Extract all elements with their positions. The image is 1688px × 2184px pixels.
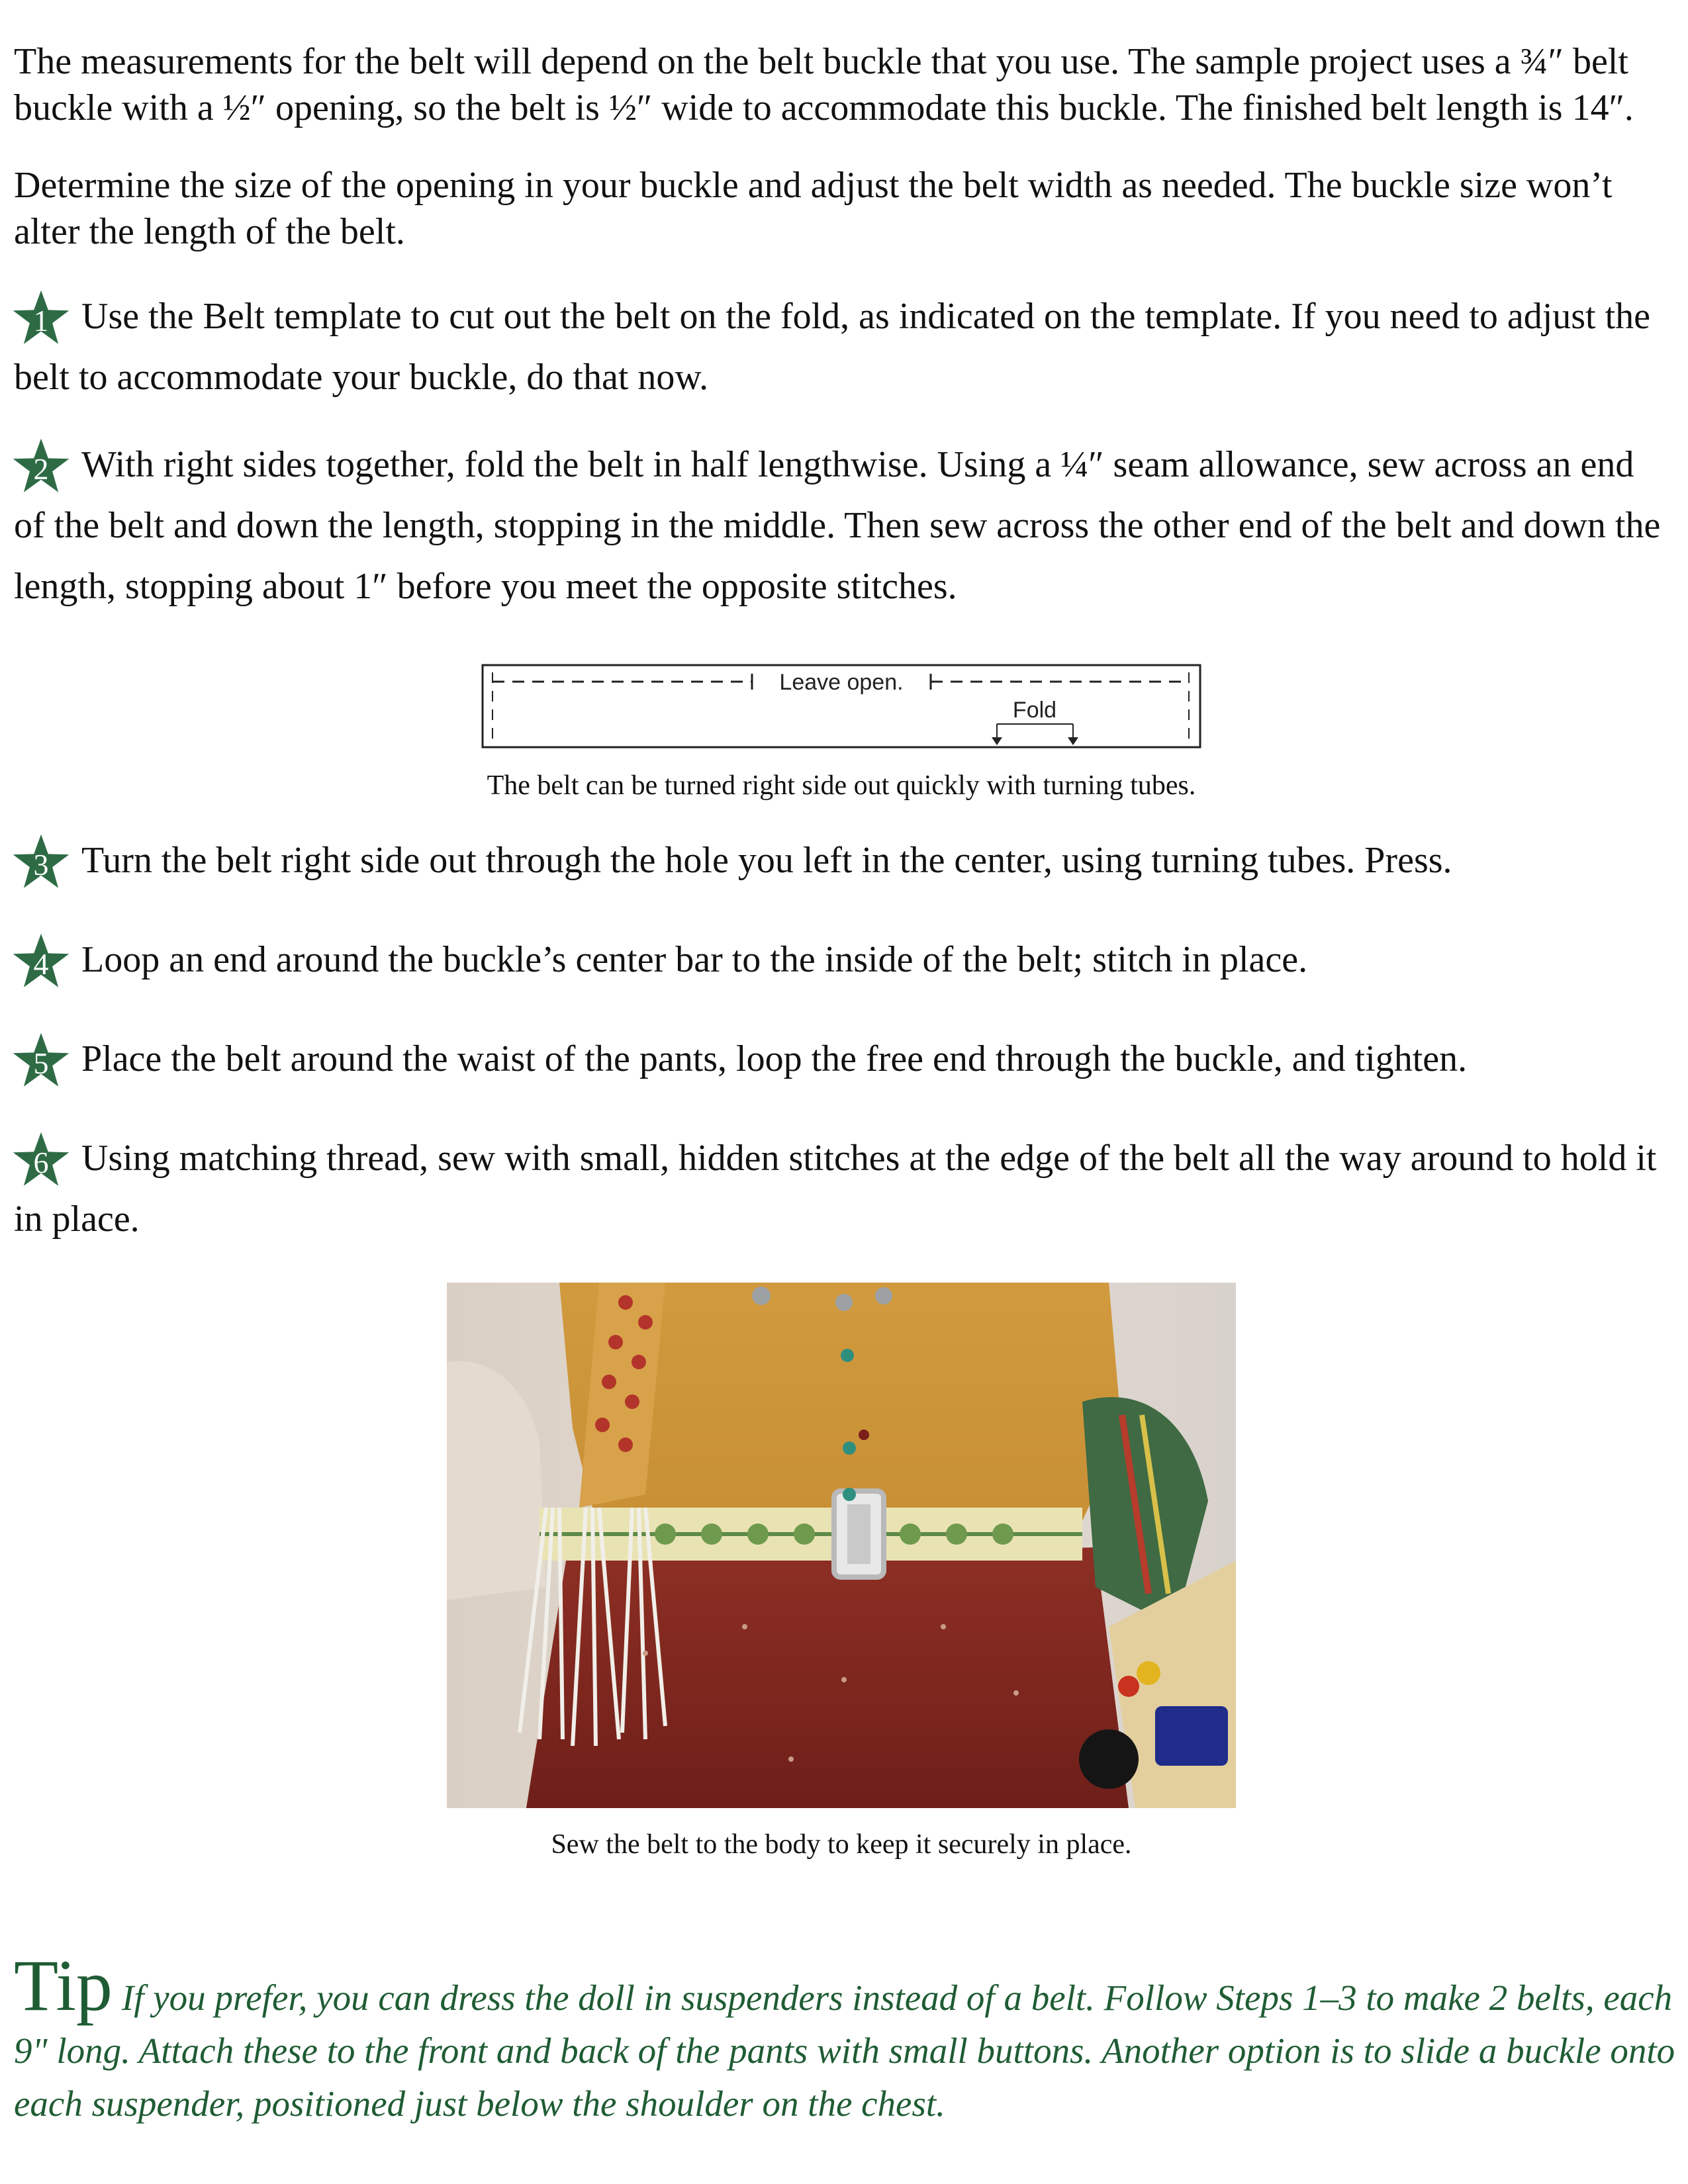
step-star-icon	[11, 830, 71, 891]
intro-paragraph-1: The measurements for the belt will depend on the belt buckle that you use. The sample project uses a ¾″ belt buckle with a ½″ opening, so the belt is ½″ wide to accommodate this buckle. The finished belt length is 14″.	[14, 41, 1634, 128]
step-star-icon	[11, 286, 71, 347]
step-star-icon	[11, 1128, 71, 1189]
step-text: With right sides together, fold the belt in half lengthwise. Using a ¼″ seam allowance, sew across an end of the belt and down the length, stopping in the middle. Then sew across the other end of the belt and down the length, stopping about 1″ before you meet the opposite stitches.	[14, 444, 1661, 607]
leave-open-label: Leave open.	[779, 670, 904, 695]
step-3	[14, 830, 1669, 891]
step-2	[14, 434, 1669, 617]
photo-figure	[14, 1283, 1669, 1862]
belt-diagram	[481, 663, 1202, 749]
step-6	[14, 1128, 1669, 1250]
photo-caption: Sew the belt to the body to keep it securely in place.	[551, 1829, 1132, 1860]
step-text: Turn the belt right side out through the hole you left in the center, using turning tubes. Press.	[81, 840, 1452, 881]
doll-belt-photo	[447, 1283, 1236, 1808]
step-5	[14, 1028, 1669, 1089]
tip-box	[14, 1945, 1675, 2130]
step-4	[14, 929, 1669, 990]
step-text: Loop an end around the buckle’s center bar to the inside of the belt; stitch in place.	[81, 939, 1308, 980]
step-number: 5	[33, 1046, 49, 1080]
step-text: Use the Belt template to cut out the belt on the fold, as indicated on the template. If you need to adjust the belt to accommodate your buckle, do that now.	[14, 296, 1651, 398]
tip-text: If you prefer, you can dress the doll in suspenders instead of a belt. Follow Steps 1–3 to make 2 belts, each 9" long. Attach these to the front and back of the pants with small buttons. Another option is to slide a buckle onto each suspender, positioned just below the shoulder on the chest.	[14, 1978, 1675, 2124]
fold-label: Fold	[1012, 698, 1057, 723]
step-star-icon	[11, 1028, 71, 1089]
diagram-caption: The belt can be turned right side out quickly with turning tubes.	[487, 770, 1196, 801]
step-text: Place the belt around the waist of the pants, loop the free end through the buckle, and tighten.	[81, 1038, 1468, 1079]
page-content	[14, 38, 1669, 1862]
tip-label: Tip	[14, 1945, 113, 2026]
step-number: 2	[33, 452, 49, 486]
step-number: 3	[33, 848, 49, 882]
intro-paragraph-2: Determine the size of the opening in your buckle and adjust the belt width as needed. The buckle size won’t alter the length of the belt.	[14, 165, 1613, 252]
step-star-icon	[11, 929, 71, 990]
belt-diagram-figure	[14, 663, 1669, 803]
step-star-icon	[11, 434, 71, 495]
step-1	[14, 286, 1669, 408]
step-text: Using matching thread, sew with small, hidden stitches at the edge of the belt all the way around to hold it in place.	[14, 1138, 1657, 1240]
step-number: 1	[33, 304, 49, 338]
step-number: 4	[33, 947, 49, 981]
step-number: 6	[33, 1146, 49, 1179]
